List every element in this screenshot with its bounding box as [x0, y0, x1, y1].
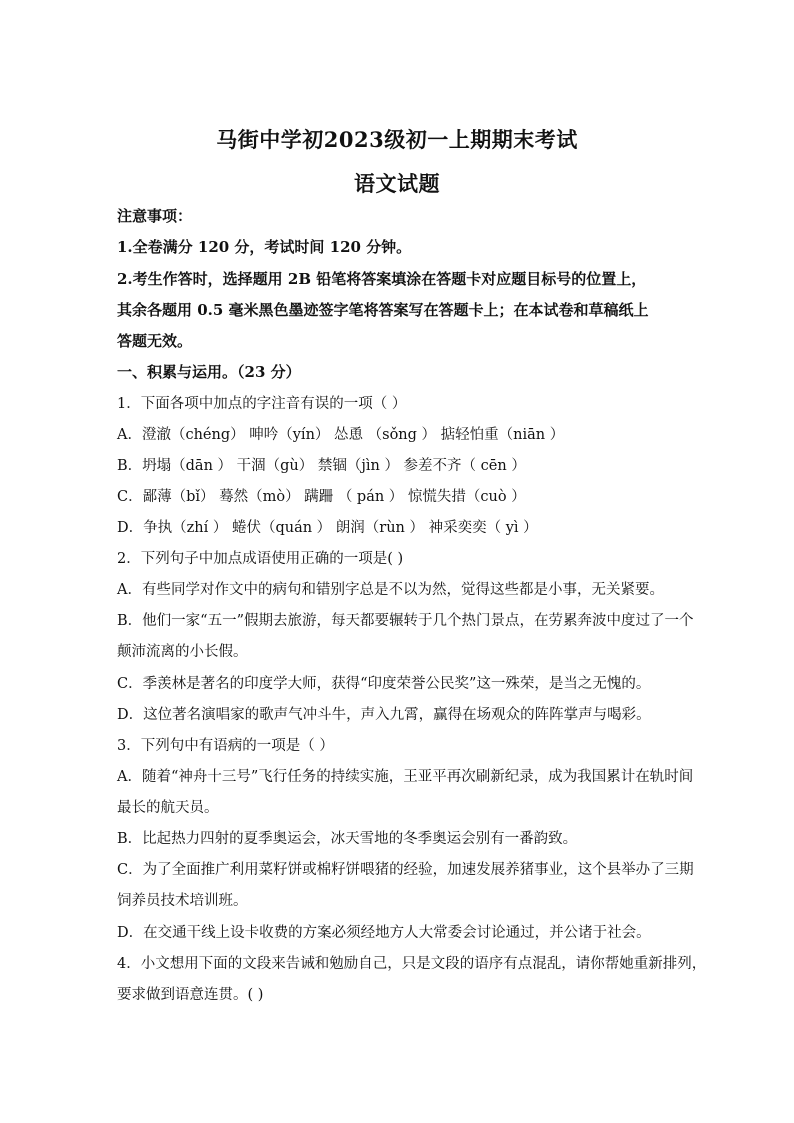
question-4-stem-line-1: 4．小文想用下面的文段来告诫和勉励自己，只是文段的语序有点混乱，请你帮她重新排列， [117, 956, 707, 972]
notice-item-2-line-3: 答题无效。 [117, 332, 193, 350]
question-1-stem: 1．下面各项中加点的字注音有误的一项（ ） [117, 396, 407, 412]
question-3-option-d: D．在交通干线上设卡收费的方案必须经地方人大常委会讨论通过，并公诸于社会。 [117, 925, 651, 941]
notice-item-1: 1.全卷满分 120 分，考试时间 120 分钟。 [117, 238, 412, 256]
exam-subtitle: 语文试题 [354, 171, 440, 196]
question-3-stem: 3．下列句中有语病的一项是（ ） [117, 738, 334, 754]
question-3-option-a-line-1: A．随着“神舟十三号”飞行任务的持续实施，王亚平再次刷新纪录，成为我国累计在轨时间 [117, 769, 694, 785]
question-2-option-a: A．有些同学对作文中的病句和错别字总是不以为然，觉得这些都是小事，无关紧要。 [117, 582, 664, 598]
question-1-option-d: D．争执（zhí ） 蜷伏（quán ） 朗润（rùn ） 神采奕奕（ yì ） [117, 520, 538, 536]
question-3-option-c-line-2: 饲养员技术培训班。 [117, 893, 248, 909]
notice-item-2-line-1: 2.考生作答时，选择题用 2B 铅笔将答案填涂在答题卡对应题目标号的位置上， [117, 270, 647, 288]
question-1-option-c: C．鄙薄（bǐ） 蓦然（mò） 蹒跚 （ pán ） 惊慌失措（cuò ） [117, 489, 526, 505]
question-1-option-a: A．澄澈（chéng） 呻吟（yín） 怂恿 （sǒng ） 掂轻怕重（niān ） [117, 427, 565, 443]
notice-item-2-line-2: 其余各题用 0.5 毫米黑色墨迹签字笔将答案写在答题卡上；在本试卷和草稿纸上 [117, 301, 649, 319]
question-4-stem-line-2: 要求做到语意连贯。( ) [117, 987, 264, 1003]
exam-title: 马街中学初2023级初一上期期末考试 [216, 127, 578, 152]
question-3-option-a-line-2: 最长的航天员。 [117, 800, 219, 816]
notice-heading: 注意事项： [117, 207, 193, 225]
question-2-option-b-line-2: 颠沛流离的小长假。 [117, 644, 248, 660]
question-3-option-c-line-1: C．为了全面推广利用菜籽饼或棉籽饼喂猪的经验，加速发展养猪事业，这个县举办了三期 [117, 862, 694, 878]
question-2-option-b-line-1: B．他们一家“五一”假期去旅游，每天都要辗转于几个热门景点，在劳累奔波中度过了一个 [117, 613, 694, 629]
question-2-option-c: C．季羡林是著名的印度学大师，获得“印度荣誉公民奖”这一殊荣，是当之无愧的。 [117, 676, 651, 692]
section-1-heading: 一、积累与运用。（23 分） [117, 363, 301, 381]
question-2-option-d: D．这位著名演唱家的歌声气冲斗牛，声入九霄，赢得在场观众的阵阵掌声与喝彩。 [117, 707, 651, 723]
question-3-option-b: B．比起热力四射的夏季奥运会，冰天雪地的冬季奥运会别有一番韵致。 [117, 831, 578, 847]
question-2-stem: 2．下列句子中加点成语使用正确的一项是( ) [117, 551, 404, 567]
question-1-option-b: B．坍塌（dān ） 干涸（gù） 禁锢（jìn ） 参差不齐（ cēn ） [117, 458, 526, 474]
